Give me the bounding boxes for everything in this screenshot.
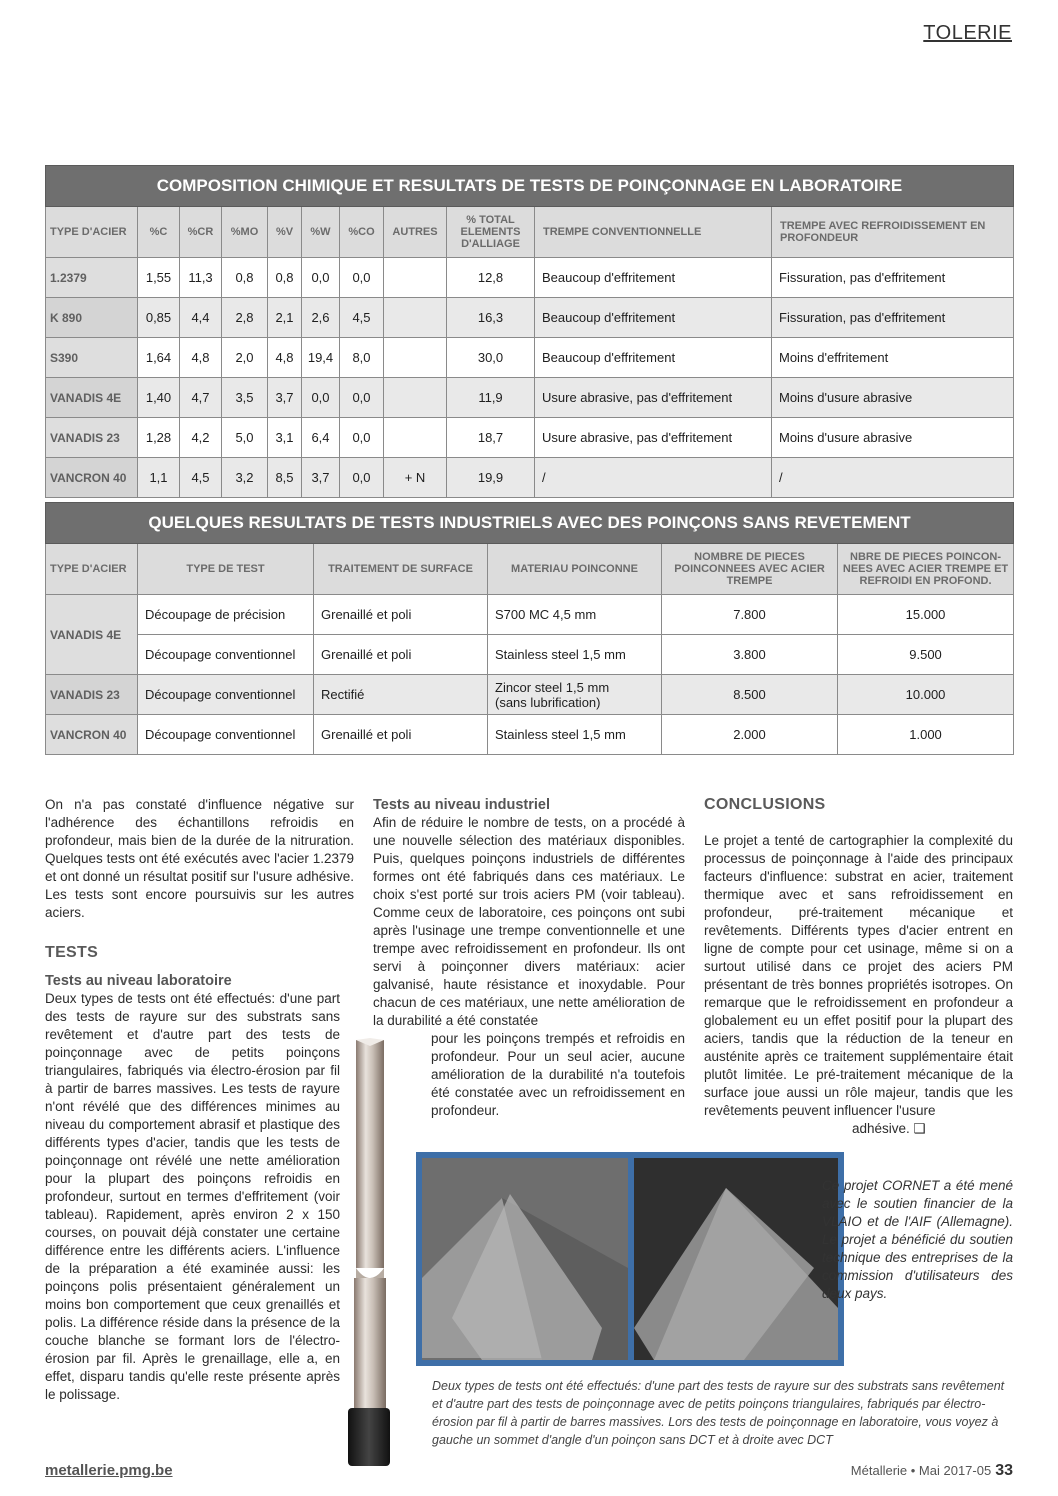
value-cell: 4,5 [180,458,222,498]
table2-header-cell: TYPE DE TEST [138,544,314,595]
count-deep-cryo-cell: 10.000 [838,675,1014,715]
surface-cell: Grenaillé et poli [314,595,488,635]
website-link[interactable]: metallerie.pmg.be [45,1462,173,1479]
value-cell: 19,4 [302,338,340,378]
value-cell: 2,6 [302,298,340,338]
surface-cell: Grenaillé et poli [314,635,488,675]
value-cell: 0,0 [340,378,384,418]
value-cell: 18,7 [447,418,535,458]
table1-header-cell: TREMPE AVEC REFROIDISSEMENT EN PROFONDEUR [772,207,1014,258]
material-note: (sans lubrification) [495,694,601,710]
table1-header-cell: TREMPE CONVENTIONNELLE [535,207,772,258]
value-cell: 0,8 [268,258,302,298]
value-cell: + N [384,458,447,498]
value-cell: 4,8 [180,338,222,378]
value-cell: 6,4 [302,418,340,458]
composition-table [45,165,1014,498]
value-cell: 12,8 [447,258,535,298]
surface-cell: Rectifié [314,675,488,715]
conclusions-end: adhésive. ❑ [852,1121,926,1136]
table-row [46,418,1014,458]
table1-header-cell: %CR [180,207,222,258]
material-cell [488,675,662,715]
table1-header-cell: %W [302,207,340,258]
value-cell [384,258,447,298]
table1-header-cell: AUTRES [384,207,447,258]
result-cell: Moins d'effritement [772,338,1014,378]
industrial-results-table [45,502,1014,755]
table1-title: COMPOSITION CHIMIQUE ET RESULTATS DE TESTS DE POINÇONNAGE EN LABORATOIRE [46,166,1014,207]
steel-type-cell: VANADIS 4E [46,595,138,675]
count-deep-cryo-cell: 9.500 [838,635,1014,675]
result-cell: Usure abrasive, pas d'effritement [535,378,772,418]
count-conventional-cell: 8.500 [662,675,838,715]
value-cell [384,378,447,418]
value-cell: 5,0 [222,418,268,458]
value-cell: 0,0 [302,258,340,298]
result-cell: Moins d'usure abrasive [772,378,1014,418]
material-cell: S700 MC 4,5 mm [488,595,662,635]
value-cell: 11,3 [180,258,222,298]
table-row [46,338,1014,378]
footer-issue [851,1462,1013,1480]
count-conventional-cell: 2.000 [662,715,838,755]
table-row [46,258,1014,298]
table1-header-cell: %V [268,207,302,258]
test-type-cell: Découpage conventionnel [138,635,314,675]
count-conventional-cell: 7.800 [662,595,838,635]
value-cell: 1,1 [138,458,180,498]
image-caption: Deux types de tests ont été effectués: d'une part des tests de rayure sur des substrats sans revêtement et d'autre part des tests de poinçonnage avec de petits poinçons triangulaires, fabriqués par électro-érosion par fil à partir de barres massives. Lors des tests de poinçonnage en laboratoire, vous voyez à gauche un sommet d'angle d'un poinçon sans DCT et à droite avec DCT [432,1379,1005,1447]
value-cell [384,298,447,338]
value-cell: 8,0 [340,338,384,378]
count-conventional-cell: 3.800 [662,635,838,675]
result-cell: Usure abrasive, pas d'effritement [535,418,772,458]
value-cell: 0,85 [138,298,180,338]
table2-header-cell: NOMBRE DE PIECES POINCONNEES AVEC ACIER TREMPE [662,544,838,595]
table2-header-cell: TYPE D'ACIER [46,544,138,595]
table2-header-cell: MATERIAU POINCONNE [488,544,662,595]
value-cell: 4,2 [180,418,222,458]
table2-header-cell: TRAITEMENT DE SURFACE [314,544,488,595]
value-cell: 3,7 [302,458,340,498]
conclusions-paragraph: Le projet a tenté de cartographier la complexité du processus de poinçonnage à l'aide des principaux facteurs d'influence: substrat en acier, traitement thermique avec et sans refroidissement en profondeur, pré-traitement mécanique et revêtements. Différents types d'acier entrent en ligne de compte pour cet usinage, même si on a surtout utilisé dans ce projet des aciers PM présentant de très bonnes propriétés isotropes. On remarque que le refroidissement en profondeur a globalement eu un effet positif pour la plupart des aciers, tandis que la réduction de la teneur en austénite après ce traitement supplémentaire était plutôt limitée. Le pré-traitement mécanique de la surface joue aussi un rôle majeur, tandis que les revêtements peuvent influencer l'usure [704,833,1013,1118]
lab-tests-paragraph: Deux types de tests ont été effectués: d'une part des tests de rayure sur des substrats sans revêtement et d'autre part des tests de poinçonnage avec de petits poinçons triangulaires, fabriqués via électro-érosion par fil à partir de barres massives. Les tests de rayure n'ont révélé que des différences minimes au niveau du comportement abrasif et plastique des différents types d'acier, tandis que les tests de poinçonnage ont révélé une nette amélioration pour la plupart des poinçons refroidis en profondeur, surtout en termes d'effritement (voir tableau). Rapidement, après environ 2 x 150 courses, on pouvait déjà constater une certaine différence entre les différents aciers. L'influence de la préparation a été examinée aussi: les poinçons polis présentaient généralement un moins bon comportement que ceux grenaillés et polis. La différence réside dans la présence de la couche blanche se formant lors de l'électro-érosion par fil. Après le grenaillage, elle a, en effet, disparu tandis qu'elle reste présente après le polissage. [45,991,340,1402]
steel-type-cell: VANADIS 4E [46,378,138,418]
table1-header-cell: %MO [222,207,268,258]
sem-image-with-dct [634,1158,838,1360]
industrial-tests-heading: Tests au niveau industriel [373,797,551,813]
sem-image-without-dct [422,1158,628,1360]
material-line: Zincor steel 1,5 mm [495,679,610,695]
table2-title: QUELQUES RESULTATS DE TESTS INDUSTRIELS AVEC DES POINÇONS SANS REVETEMENT [46,503,1014,544]
surface-cell: Grenaillé et poli [314,715,488,755]
tests-heading: TESTS [45,944,99,961]
result-cell: Beaucoup d'effritement [535,338,772,378]
section-tag: TOLERIE [923,22,1012,44]
table-row [46,298,1014,338]
project-credits: Ce projet CORNET a été mené avec le soutien financier de la VLAIO et de l'AIF (Allemagne). Le projet a bénéficié du soutien technique des entreprises de la commission d'utilisateurs des deux pays. [822,1178,1013,1301]
result-cell: Moins d'usure abrasive [772,418,1014,458]
article-column-3 [704,796,1013,1138]
count-deep-cryo-cell: 15.000 [838,595,1014,635]
value-cell: 3,5 [222,378,268,418]
conclusions-heading: CONCLUSIONS [704,796,826,813]
article-column-2 [373,796,685,1120]
value-cell: 16,3 [447,298,535,338]
value-cell: 1,40 [138,378,180,418]
value-cell: 8,5 [268,458,302,498]
page-number: 33 [995,1462,1013,1479]
value-cell: 4,5 [340,298,384,338]
count-deep-cryo-cell: 1.000 [838,715,1014,755]
value-cell: 0,8 [222,258,268,298]
industrial-tests-paragraph: Afin de réduire le nombre de tests, on a procédé à une nouvelle sélection des matériaux disponibles. Puis, quelques poinçons industriels de différentes formes ont été fabriqués dans ces matériaux. Le choix s'est porté sur trois aciers PM (voir tableau). Comme ceux de laboratoire, ces poinçons ont subi après l'usinage une trempe conventionnelle et une trempe avec refroidissement en profondeur. Ils ont servi à poinçonner divers matériaux: acier galvanisé, haute résistance et inoxydable. Pour chacun de ces matériaux, une nette amélioration de la durabilité a été constatée [373,815,685,1028]
value-cell: 2,1 [268,298,302,338]
steel-type-cell: VANCRON 40 [46,458,138,498]
value-cell: 19,9 [447,458,535,498]
test-type-cell: Découpage conventionnel [138,715,314,755]
result-cell: Beaucoup d'effritement [535,298,772,338]
steel-type-cell: VANCRON 40 [46,715,138,755]
value-cell: 1,28 [138,418,180,458]
industrial-tests-paragraph-cont: pour les poinçons trempés et refroidis en profondeur. Pour un seul acier, aucune amélioration de la durabilité n'a toutefois été constatée avec un refroidissement en profondeur. [431,1031,685,1118]
test-type-cell: Découpage de précision [138,595,314,635]
steel-type-cell: VANADIS 23 [46,418,138,458]
material-cell: Stainless steel 1,5 mm [488,715,662,755]
steel-type-cell: S390 [46,338,138,378]
table-row [46,458,1014,498]
value-cell: 3,2 [222,458,268,498]
value-cell: 3,7 [268,378,302,418]
steel-type-cell: VANADIS 23 [46,675,138,715]
value-cell: 0,0 [340,458,384,498]
steel-type-cell: 1.2379 [46,258,138,298]
sem-images-frame [416,1152,844,1366]
table1-header-cell: %CO [340,207,384,258]
value-cell: 0,0 [340,258,384,298]
lab-tests-heading: Tests au niveau laboratoire [45,973,232,989]
value-cell: 1,64 [138,338,180,378]
table-row [46,378,1014,418]
value-cell: 0,0 [302,378,340,418]
value-cell: 3,1 [268,418,302,458]
value-cell: 30,0 [447,338,535,378]
punch-photo [344,1038,392,1466]
article-column-1 [45,796,354,1404]
table2-header-cell: NBRE DE PIECES POINCON-NEES AVEC ACIER TREMPE ET REFROIDI EN PROFOND. [838,544,1014,595]
result-cell: Fissuration, pas d'effritement [772,258,1014,298]
table1-header-cell: %C [138,207,180,258]
result-cell: Beaucoup d'effritement [535,258,772,298]
value-cell: 1,55 [138,258,180,298]
value-cell: 2,0 [222,338,268,378]
material-cell: Stainless steel 1,5 mm [488,635,662,675]
value-cell: 11,9 [447,378,535,418]
value-cell: 4,8 [268,338,302,378]
value-cell: 0,0 [340,418,384,458]
intro-paragraph: On n'a pas constaté d'influence négative sur l'adhérence des échantillons refroidis en profondeur, mais bien de la durée de la nitruration. Quelques tests ont été exécutés avec l'acier 1.2379 et ont donné un résultat positif sur l'usure adhésive. Les tests sont encore poursuivis sur les autres aciers. [45,797,354,920]
result-cell: / [535,458,772,498]
value-cell [384,418,447,458]
value-cell: 4,4 [180,298,222,338]
table1-header-cell: % TOTAL ELEMENTS D'ALLIAGE [447,207,535,258]
result-cell: Fissuration, pas d'effritement [772,298,1014,338]
value-cell: 4,7 [180,378,222,418]
value-cell [384,338,447,378]
table1-header-cell: TYPE D'ACIER [46,207,138,258]
test-type-cell: Découpage conventionnel [138,675,314,715]
issue-label: Métallerie • Mai 2017-05 [850,1463,992,1478]
value-cell: 2,8 [222,298,268,338]
steel-type-cell: K 890 [46,298,138,338]
result-cell: / [772,458,1014,498]
